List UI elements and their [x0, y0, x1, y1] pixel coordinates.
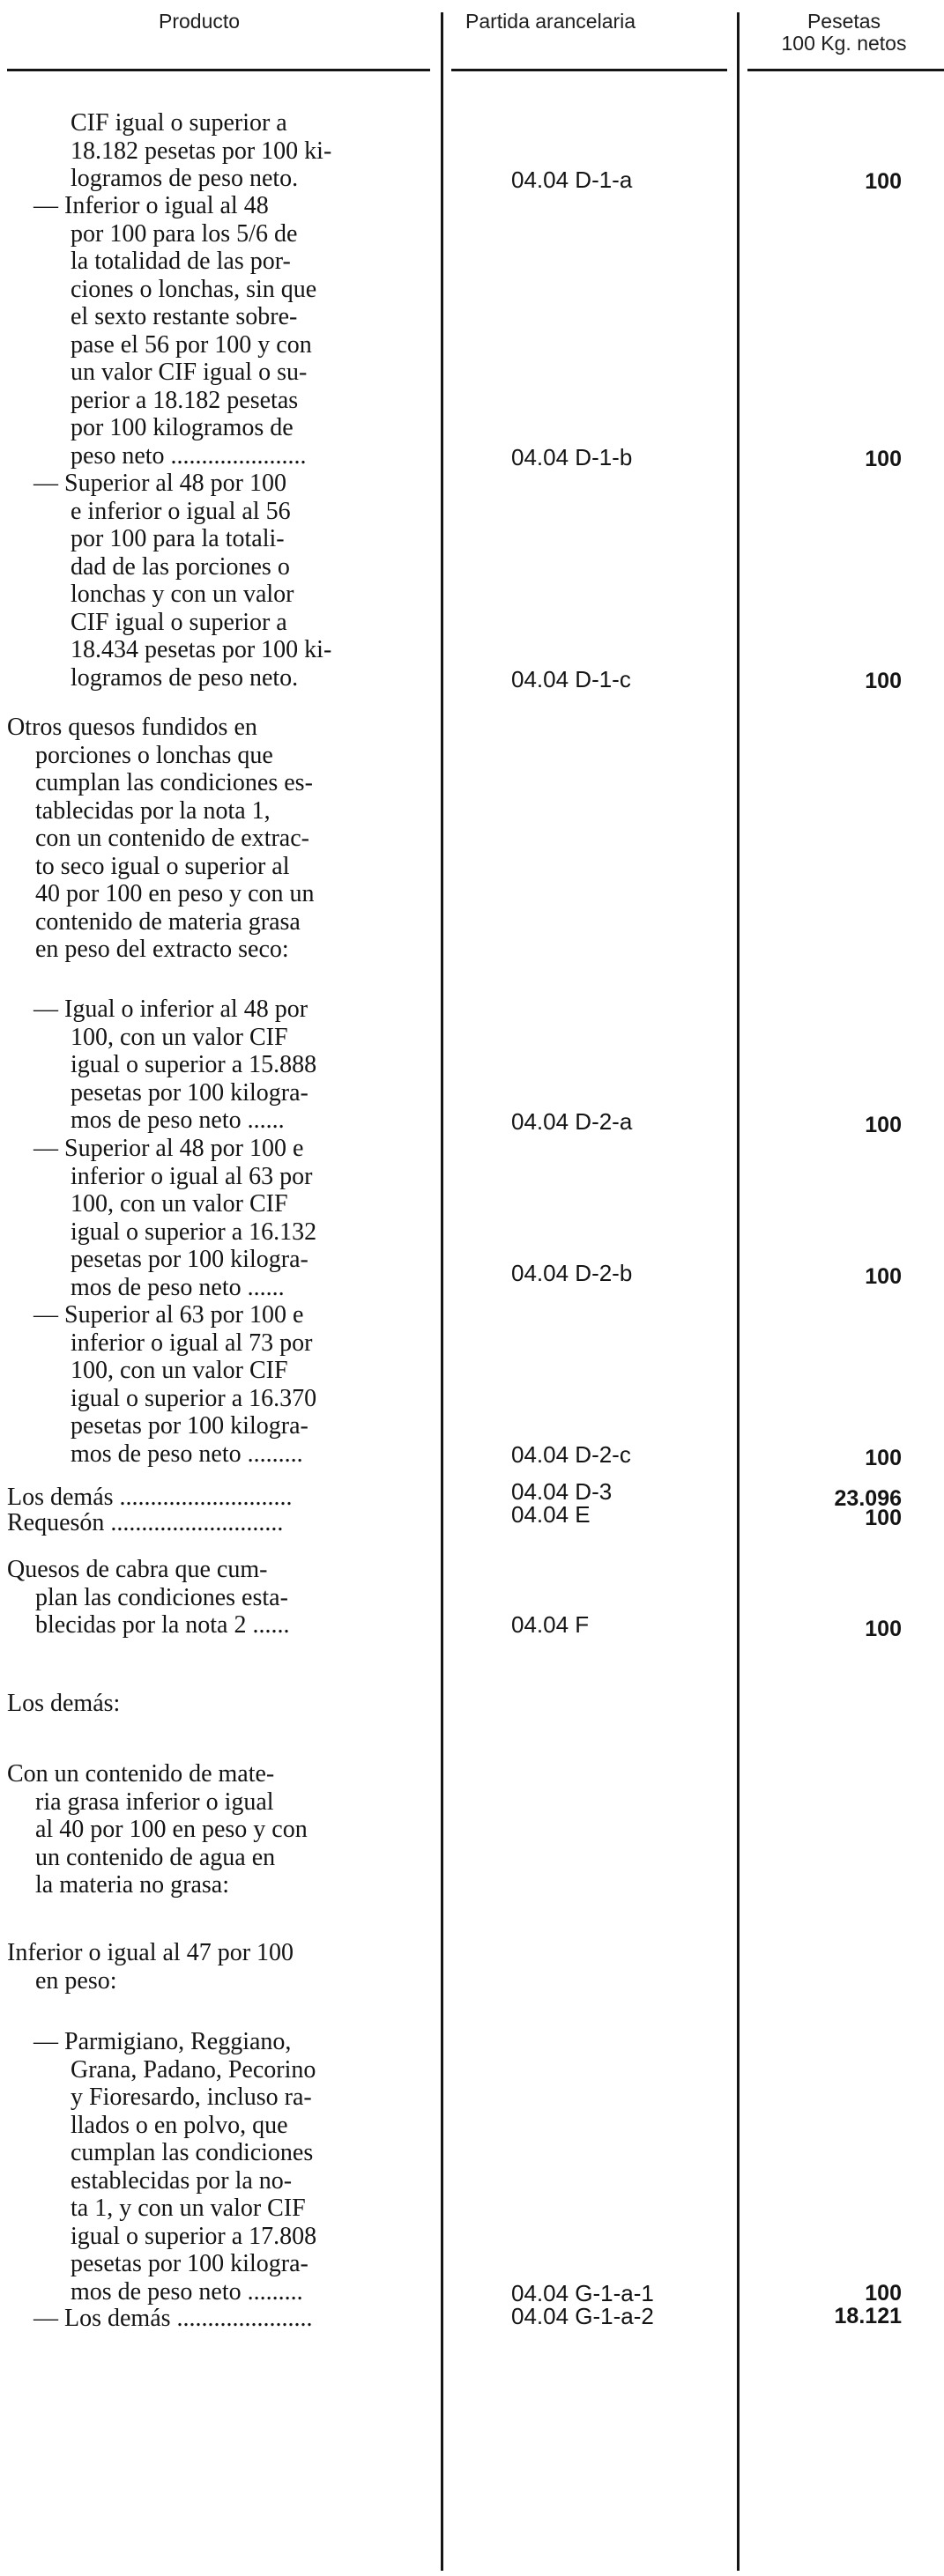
product-text-line: un valor CIF igual o su-	[71, 359, 308, 386]
product-text-line: plan las condiciones esta-	[35, 1583, 288, 1611]
product-text-line: Grana, Padano, Pecorino	[71, 2055, 316, 2084]
product-text-line: por 100 para los 5/6 de	[71, 219, 298, 248]
product-text-line: — Parmigiano, Reggiano,	[33, 2028, 292, 2055]
product-text-line: por 100 kilogramos de	[71, 414, 294, 441]
section-heading-line: to seco igual o superior al	[35, 852, 290, 880]
pesetas-header-line-2: 100 Kg. netos	[781, 32, 907, 55]
tariff-code: 04.04 E	[511, 1501, 591, 1528]
price-value: 100	[865, 447, 902, 471]
product-text-line: pesetas por 100 kilogra-	[71, 2250, 308, 2277]
product-text-line: pesetas por 100 kilogra-	[71, 1412, 308, 1440]
price-value: 100	[865, 169, 902, 194]
price-value: 100	[865, 1617, 902, 1641]
product-text-line: mos de peso neto ......	[71, 1107, 285, 1134]
product-text-line: blecidas por la nota 2 ......	[35, 1611, 290, 1639]
header-rule-pesetas	[747, 69, 944, 71]
section-heading-line: tablecidas por la nota 1,	[35, 796, 271, 825]
section-heading-line: un contenido de agua en	[35, 1843, 276, 1871]
product-text-line: por 100 para la totali-	[71, 525, 285, 552]
product-text-line: e inferior o igual al 56	[71, 497, 291, 525]
column-header-partida: Partida arancelaria	[465, 10, 636, 33]
tariff-code: 04.04 D-2-b	[511, 1260, 633, 1286]
product-text-line: pesetas por 100 kilogra-	[71, 1078, 308, 1107]
product-text-line: lonchas y con un valor	[71, 581, 294, 608]
section-heading-line: Otros quesos fundidos en	[7, 714, 257, 741]
product-text-line: 18.182 pesetas por 100 ki-	[71, 137, 332, 165]
price-value: 100	[865, 1446, 902, 1470]
price-value: 100	[865, 669, 902, 693]
price-value: 100	[865, 1113, 902, 1137]
column-header-producto: Producto	[159, 10, 241, 33]
product-text-line: pesetas por 100 kilogra-	[71, 1246, 308, 1273]
product-text-line: el sexto restante sobre-	[71, 303, 298, 330]
product-text-line: mos de peso neto .........	[71, 1440, 303, 1468]
product-text-line: igual o superior a 16.370	[71, 1384, 317, 1412]
tariff-code: 04.04 D-2-c	[511, 1441, 631, 1468]
section-heading-line: 40 por 100 en peso y con un	[35, 880, 315, 907]
header-rule-partida	[451, 69, 727, 71]
section-heading-line: en peso:	[35, 1966, 117, 1995]
product-text-line: — Superior al 48 por 100	[33, 470, 286, 497]
product-text-line: CIF igual o superior a	[71, 109, 287, 137]
price-value: 18.121	[834, 2304, 902, 2328]
column-header-pesetas	[749, 11, 939, 55]
product-text-line: logramos de peso neto.	[71, 165, 299, 192]
product-text-line: establecidas por la no-	[71, 2166, 293, 2195]
tariff-code: 04.04 D-2-a	[511, 1108, 633, 1135]
tariff-code: 04.04 F	[511, 1611, 590, 1638]
tariff-code: 04.04 G-1-a-2	[511, 2303, 654, 2329]
pesetas-header-line-1: Pesetas	[806, 10, 881, 33]
product-text-line: 100, con un valor CIF	[71, 1190, 288, 1218]
tariff-code: 04.04 D-1-a	[511, 167, 633, 193]
section-heading-line: cumplan las condiciones es-	[35, 769, 313, 796]
tariff-code: 04.04 D-3	[511, 1478, 613, 1505]
product-text-line: 18.434 pesetas por 100 ki-	[71, 636, 332, 663]
product-text-line: cumplan las condiciones	[71, 2139, 314, 2166]
product-text-line: peso neto ......................	[71, 441, 307, 470]
section-heading-line: Con un contenido de mate-	[7, 1760, 275, 1788]
section-heading-line: Los demás:	[7, 1690, 121, 1717]
product-text-line: — Superior al 48 por 100 e	[33, 1135, 304, 1162]
price-value: 100	[865, 2281, 902, 2306]
product-text-line: mos de peso neto .........	[71, 2277, 303, 2306]
product-text-line: logramos de peso neto.	[71, 663, 299, 692]
product-text-line: inferior o igual al 73 por	[71, 1329, 313, 1357]
section-heading-line: al 40 por 100 en peso y con	[35, 1816, 308, 1843]
section-heading-line: contenido de materia grasa	[35, 907, 301, 936]
section-heading-line: porciones o lonchas que	[35, 741, 273, 769]
tariff-code: 04.04 D-1-c	[511, 666, 631, 692]
section-heading-line: Inferior o igual al 47 por 100	[7, 1939, 294, 1966]
price-value: 100	[865, 1264, 902, 1289]
product-text-line: igual o superior a 16.132	[71, 1218, 317, 1246]
product-text-line: inferior o igual al 63 por	[71, 1162, 313, 1190]
section-heading-line: en peso del extracto seco:	[35, 936, 289, 963]
product-text-line: pase el 56 por 100 y con	[71, 330, 312, 359]
section-heading-line: ria grasa inferior o igual	[35, 1788, 274, 1816]
product-text-line: 100, con un valor CIF	[71, 1023, 288, 1051]
product-text-line: Quesos de cabra que cum-	[7, 1556, 268, 1583]
price-value: 100	[865, 1506, 902, 1530]
product-text-line: CIF igual o superior a	[71, 608, 287, 636]
product-text-line: — Los demás ......................	[33, 2305, 313, 2332]
section-heading-line: la materia no grasa:	[35, 1871, 230, 1899]
product-text-line: Requesón ............................	[7, 1509, 284, 1536]
column-divider-2	[737, 12, 740, 2571]
product-text-line: la totalidad de las por-	[71, 248, 291, 275]
product-text-line: igual o superior a 17.808	[71, 2222, 317, 2250]
product-text-line: y Fioresardo, incluso ra-	[71, 2084, 312, 2111]
product-text-line: igual o superior a 15.888	[71, 1051, 317, 1078]
product-text-line: ta 1, y con un valor CIF	[71, 2195, 306, 2222]
product-text-line: perior a 18.182 pesetas	[71, 386, 299, 414]
product-text-line: Los demás ............................	[7, 1484, 293, 1511]
tariff-code: 04.04 D-1-b	[511, 444, 633, 470]
product-text-line: 100, con un valor CIF	[71, 1357, 288, 1384]
tariff-code: 04.04 G-1-a-1	[511, 2280, 654, 2306]
section-heading-line: con un contenido de extrac-	[35, 825, 309, 852]
product-text-line: ciones o lonchas, sin que	[71, 275, 317, 303]
product-text-line: llados o en polvo, que	[71, 2111, 288, 2139]
header-rule-producto	[7, 69, 430, 71]
product-text-line: — Superior al 63 por 100 e	[33, 1301, 304, 1329]
column-divider-1	[441, 12, 443, 2571]
product-text-line: — Igual o inferior al 48 por	[33, 996, 308, 1023]
price-value: 23.096	[834, 1486, 902, 1511]
product-text-line: dad de las porciones o	[71, 552, 290, 581]
product-text-line: — Inferior o igual al 48	[33, 192, 269, 219]
product-text-line: mos de peso neto ......	[71, 1273, 285, 1301]
